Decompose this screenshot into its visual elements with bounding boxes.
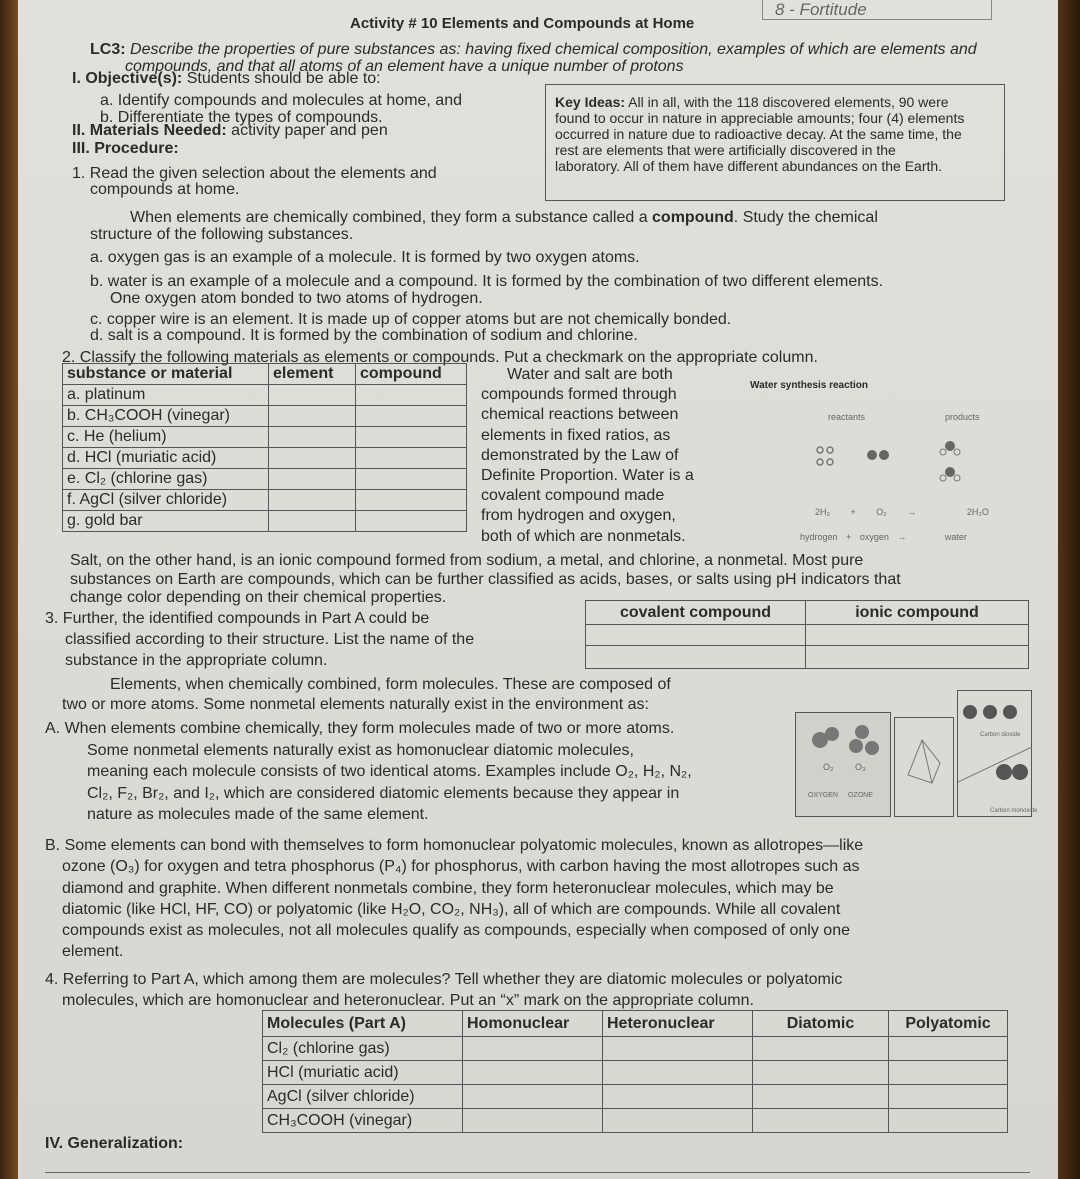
example-d: d. salt is a compound. It is formed by the combination of sodium and chlorine.	[90, 327, 638, 344]
homonuclear-cell[interactable]	[463, 1061, 603, 1085]
part-b: B. Some elements can bond with themselves to form homonuclear polyatomic molecules, known as allotropes—like ozone (O₃) for oxygen and tetra phosphorus (P₄) for phosphorus, with carbon having the most allotropes such as diamond and graphite. When different nonmetals combine, they form heteronuclear molecules, which may be diatomic (like HCl, HF, CO) or polyatomic (like H₂O, CO₂, NH₃), all of which are compounds. While all covalent compounds exist as molecules, not all molecules qualify as compounds, especially when composed of only one element.	[45, 837, 864, 961]
element-cell[interactable]	[269, 490, 356, 511]
compound-cell[interactable]	[356, 469, 467, 490]
element-cell[interactable]	[269, 469, 356, 490]
element-cell[interactable]	[269, 406, 356, 427]
classification-table	[62, 363, 467, 532]
compound-cell[interactable]	[356, 511, 467, 532]
element-cell[interactable]	[269, 385, 356, 406]
heteronuclear-cell[interactable]	[603, 1109, 753, 1133]
header-compound: compound	[356, 364, 467, 385]
header-homonuclear: Homonuclear	[463, 1011, 603, 1037]
polyatomic-cell[interactable]	[889, 1109, 1008, 1133]
equation-words: hydrogen + oxygen → water	[800, 532, 967, 542]
molecule-icons	[800, 440, 980, 485]
key-ideas-text: Key Ideas: All in all, with the 118 discovered elements, 90 were found to occur in nature in appreciable amounts; four (4) elements occurred in nature due to radioactive decay. At the same time, the rest are elements that were artificially discovered in the laboratory. All of them have different abundances on the Earth.	[555, 94, 965, 174]
compound-cell[interactable]	[356, 406, 467, 427]
table-row: CH₃COOH (vinegar)	[263, 1109, 1008, 1133]
side-text: Water and salt are both compounds formed through chemical reactions between elements in fixed ratios, as demonstrated by the Law of Definite Proportion. Water is a covalent compound made from hydrogen and oxygen, both of which are nonmetals.	[481, 366, 694, 545]
table-row: d. HCl (muriatic acid)	[63, 448, 467, 469]
ionic-cell[interactable]	[806, 646, 1029, 669]
header-diatomic: Diatomic	[753, 1011, 889, 1037]
table-row: b. CH₃COOH (vinegar)	[63, 406, 467, 427]
example-c: c. copper wire is an element. It is made up of copper atoms but are not chemically bonded.	[90, 311, 732, 328]
table-row	[586, 646, 1029, 669]
reactants-label: reactants	[828, 412, 866, 422]
example-b2: One oxygen atom bonded to two atoms of hydrogen.	[110, 290, 483, 307]
step1-line1: 1. Read the given selection about the elements and	[72, 165, 437, 182]
element-cell[interactable]	[269, 448, 356, 469]
carbon-oxides-icon	[958, 692, 1032, 816]
equation: 2H₂ + O₂ → 2H₂O	[815, 507, 989, 517]
table-row: AgCl (silver chloride)	[263, 1085, 1008, 1109]
oxygen-ozone-icon	[800, 720, 890, 770]
polyatomic-cell[interactable]	[889, 1061, 1008, 1085]
table-row: Cl₂ (chlorine gas)	[263, 1037, 1008, 1061]
covalent-cell[interactable]	[586, 625, 806, 646]
covalent-cell[interactable]	[586, 646, 806, 669]
header-element: element	[269, 364, 356, 385]
header-heteronuclear: Heteronuclear	[603, 1011, 753, 1037]
heteronuclear-cell[interactable]	[603, 1061, 753, 1085]
diatomic-cell[interactable]	[753, 1037, 889, 1061]
header-substance: substance or material	[63, 364, 269, 385]
heteronuclear-cell[interactable]	[603, 1037, 753, 1061]
ionic-cell[interactable]	[806, 625, 1029, 646]
table-row: HCl (muriatic acid)	[263, 1061, 1008, 1085]
heteronuclear-cell[interactable]	[603, 1085, 753, 1109]
diagram-title: Water synthesis reaction	[750, 380, 869, 391]
header-molecules: Molecules (Part A)	[263, 1011, 463, 1037]
step4: 4. Referring to Part A, which among them are molecules? Tell whether they are diatomic molecules or polyatomic molecules, which are homonuclear and heteronuclear. Put an “x” mark on the appropriate column.	[45, 971, 843, 1009]
polyatomic-cell[interactable]	[889, 1085, 1008, 1109]
compound-cell[interactable]	[356, 385, 467, 406]
homonuclear-cell[interactable]	[463, 1085, 603, 1109]
elements-paragraph: Elements, when chemically combined, form molecules. These are composed of two or more atoms. Some nonmetal elements naturally exist in the environment as:	[62, 676, 671, 713]
materials: II. Materials Needed: activity paper and pen	[72, 122, 388, 139]
diatomic-cell[interactable]	[753, 1061, 889, 1085]
homonuclear-cell[interactable]	[463, 1109, 603, 1133]
compound-cell[interactable]	[356, 448, 467, 469]
polyatomic-cell[interactable]	[889, 1037, 1008, 1061]
objective-a: a. Identify compounds and molecules at home, and	[100, 92, 462, 109]
header-covalent: covalent compound	[586, 601, 806, 625]
intro-para-line2: structure of the following substances.	[90, 226, 354, 243]
table-row: f. AgCl (silver chloride)	[63, 490, 467, 511]
diatomic-cell[interactable]	[753, 1085, 889, 1109]
header-ionic: ionic compound	[806, 601, 1029, 625]
objectives-heading: I. Objective(s): Students should be able to:	[72, 70, 381, 87]
lc3-line1: LC3: Describe the properties of pure substances as: having fixed chemical composition, examples of which are elements and	[90, 41, 977, 58]
table-row	[586, 625, 1029, 646]
structure-table	[585, 600, 1029, 669]
compound-cell[interactable]	[356, 427, 467, 448]
element-cell[interactable]	[269, 427, 356, 448]
handwritten-name: 8 - Fortitude	[775, 0, 867, 19]
intro-para-line1: When elements are chemically combined, they form a substance called a compound. Study the chemical	[130, 209, 878, 226]
phosphorus-tetrahedron-icon	[900, 735, 950, 785]
generalization-heading: IV. Generalization:	[45, 1135, 184, 1152]
step1-line2: compounds at home.	[90, 181, 240, 198]
salt-paragraph: Salt, on the other hand, is an ionic compound formed from sodium, a metal, and chlorine, a nonmetal. Most pure substances on Earth are compounds, which can be further classified as acids, bases, or salts using pH indicators that change color depending on their chemical properties.	[70, 552, 901, 606]
compound-cell[interactable]	[356, 490, 467, 511]
table-row: c. He (helium)	[63, 427, 467, 448]
diatomic-cell[interactable]	[753, 1109, 889, 1133]
lc3-line2: compounds, and that all atoms of an element have a unique number of protons	[125, 58, 684, 75]
page-title: Activity # 10 Elements and Compounds at Home	[350, 15, 695, 32]
step2: 2. Classify the following materials as elements or compounds. Put a checkmark on the appropriate column.	[62, 349, 818, 366]
example-b1: b. water is an example of a molecule and a compound. It is formed by the combination of two different elements.	[90, 273, 884, 290]
table-row: g. gold bar	[63, 511, 467, 532]
answer-line[interactable]	[45, 1172, 1030, 1173]
objective-b: b. Differentiate the types of compounds.	[100, 109, 383, 126]
molecules-table	[262, 1010, 1008, 1133]
header-polyatomic: Polyatomic	[889, 1011, 1008, 1037]
table-row: a. platinum	[63, 385, 467, 406]
part-a: A. When elements combine chemically, they form molecules made of two or more atoms. Some nonmetal elements naturally exist as homonuclear diatomic molecules, meaning each molecule consists of two identical atoms. Examples include O₂, H₂, N₂, Cl₂, F₂, Br₂, and I₂, which are considered diatomic elements because they appear in nature as molecules made of the same element.	[45, 720, 692, 823]
procedure-heading: III. Procedure:	[72, 140, 179, 157]
homonuclear-cell[interactable]	[463, 1037, 603, 1061]
example-a: a. oxygen gas is an example of a molecule. It is formed by two oxygen atoms.	[90, 249, 640, 266]
step3: 3. Further, the identified compounds in Part A could be classified according to their structure. List the name of the substance in the appropriate column.	[45, 610, 475, 669]
products-label: products	[945, 412, 980, 422]
table-row: e. Cl₂ (chlorine gas)	[63, 469, 467, 490]
element-cell[interactable]	[269, 511, 356, 532]
